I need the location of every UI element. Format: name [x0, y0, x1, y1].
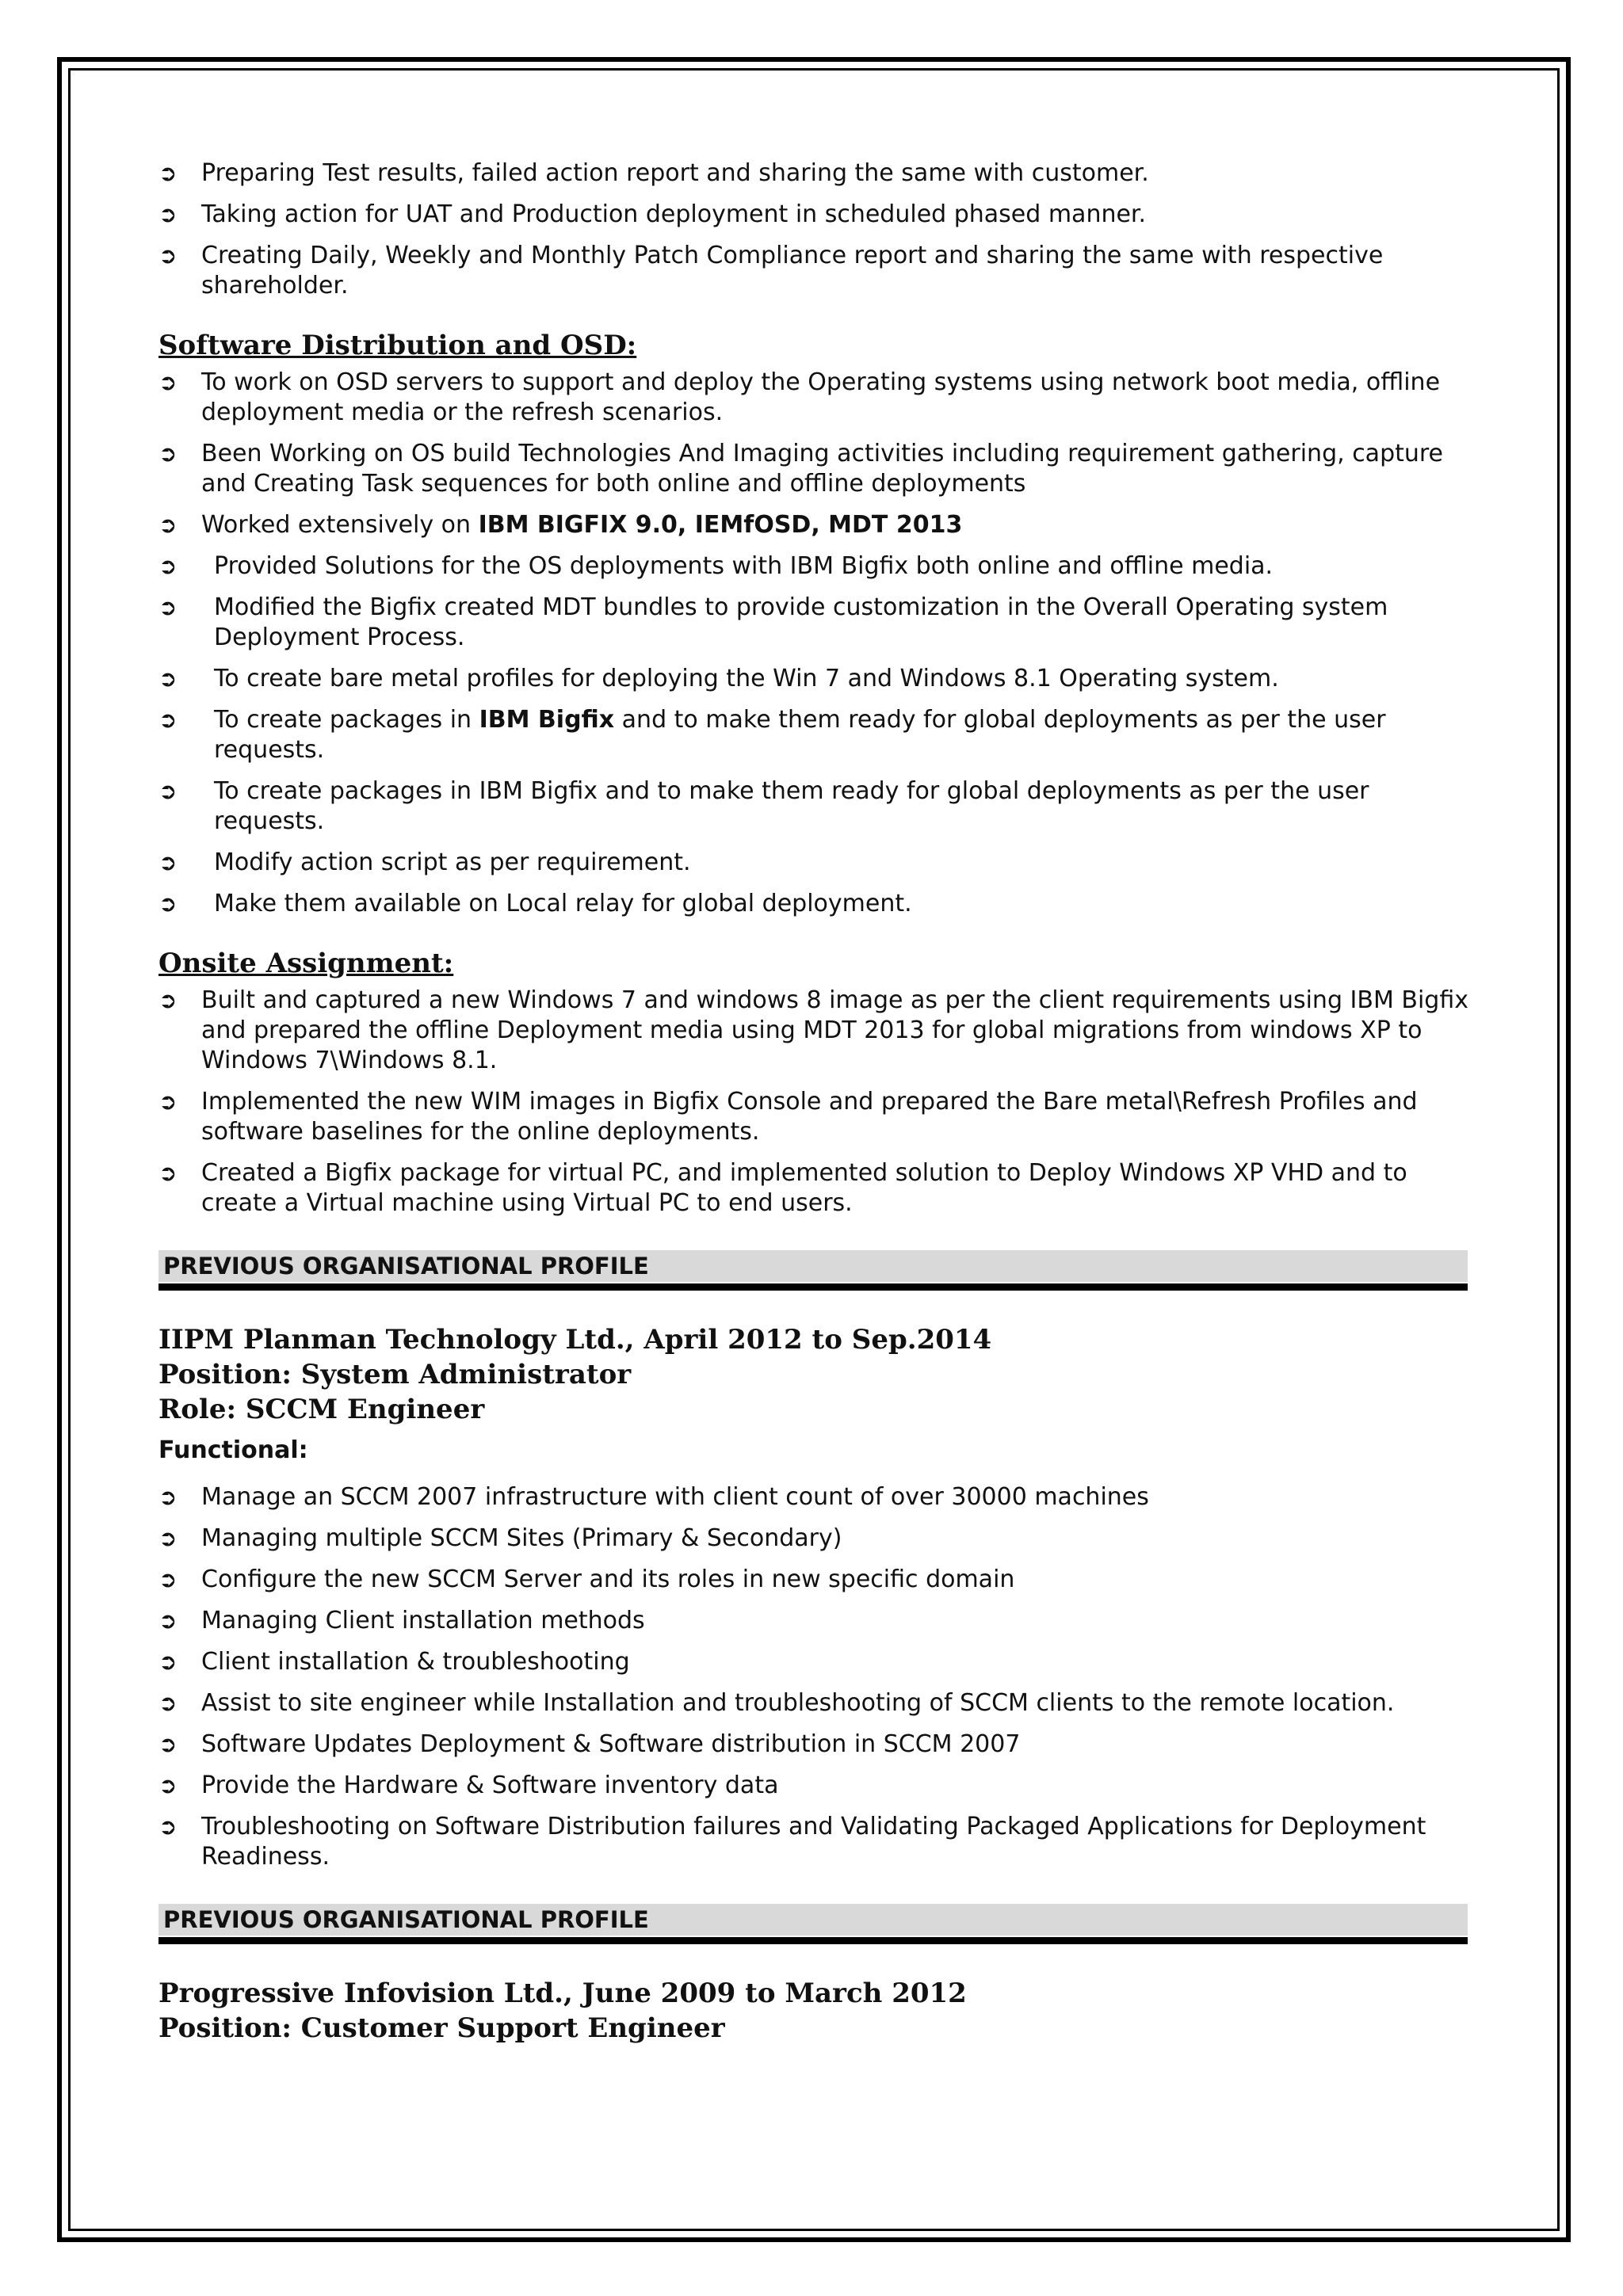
list-item: ➲ Creating Daily, Weekly and Monthly Patch Compliance report and sharing the same with respective shareholder. — [158, 242, 1384, 299]
arrow-bullet-icon: ➲ — [158, 201, 178, 227]
arrow-bullet-icon: ➲ — [158, 1566, 178, 1592]
arrow-bullet-icon: ➲ — [158, 1608, 178, 1634]
list-item: ➲ Modified the Bigfix created MDT bundles to provide customization in the Overall Operating system Deployment Process. — [158, 593, 1388, 651]
arrow-bullet-icon: ➲ — [158, 594, 178, 620]
arrow-bullet-icon: ➲ — [158, 1690, 178, 1716]
arrow-bullet-icon: ➲ — [158, 512, 178, 538]
position-title: Position: System Administrator — [158, 1359, 632, 1390]
list-item: ➲ Provided Solutions for the OS deployments with IBM Bigfix both online and offline media. — [158, 552, 1274, 580]
profile-section-bar: PREVIOUS ORGANISATIONAL PROFILE — [158, 1250, 1468, 1282]
arrow-bullet-icon: ➲ — [158, 553, 178, 579]
list-item: ➲ Built and captured a new Windows 7 and windows 8 image as per the client requirements using IBM Bigfix and prepared the offline Deployment media using MDT 2013 for global migrations from windows XP to Windows 7\Windows 8.1. — [158, 986, 1468, 1074]
list-item: ➲ Modify action script as per requirement. — [158, 849, 691, 876]
list-item: ➲ Taking action for UAT and Production deployment in scheduled phased manner. — [158, 200, 1147, 228]
arrow-bullet-icon: ➲ — [158, 849, 178, 875]
arrow-bullet-icon: ➲ — [158, 1731, 178, 1757]
employer-block — [158, 1322, 1474, 1427]
company-title: Progressive Infovision Ltd., June 2009 to March 2012 — [158, 1978, 967, 2009]
employer-block — [158, 1976, 1474, 2046]
bold-technologies: IBM BIGFIX 9.0, IEMfOSD, MDT 2013 — [478, 511, 963, 539]
list-item: ➲ Troubleshooting on Software Distribution failures and Validating Packaged Applications for Deployment Readiness. — [158, 1813, 1426, 1871]
arrow-bullet-icon: ➲ — [158, 1089, 178, 1115]
list-item: ➲ Assist to site engineer while Installation and troubleshooting of SCCM clients to the remote location. — [158, 1689, 1395, 1717]
arrow-bullet-icon: ➲ — [158, 987, 178, 1013]
functional-bullet-list — [158, 1482, 1474, 1872]
onsite-bullet-list — [158, 986, 1474, 1219]
arrow-bullet-icon: ➲ — [158, 369, 178, 395]
role-title: Role: SCCM Engineer — [158, 1394, 485, 1425]
list-item: ➲ Preparing Test results, failed action report and sharing the same with customer. — [158, 159, 1149, 187]
arrow-bullet-icon: ➲ — [158, 1814, 178, 1840]
arrow-bullet-icon: ➲ — [158, 242, 178, 269]
list-item: ➲ Created a Bigfix package for virtual PC, and implemented solution to Deploy Windows XP VHD and to create a Virtual machine using Virtual PC to end users. — [158, 1159, 1407, 1217]
arrow-bullet-icon: ➲ — [158, 1649, 178, 1675]
position-title: Position: Customer Support Engineer — [158, 2012, 725, 2044]
arrow-bullet-icon: ➲ — [158, 891, 178, 917]
arrow-bullet-icon: ➲ — [158, 778, 178, 804]
onsite-section-heading: Onsite Assignment: — [158, 948, 454, 979]
list-item: ➲ Managing Client installation methods — [158, 1607, 645, 1634]
arrow-bullet-icon: ➲ — [158, 1160, 178, 1186]
list-item: ➲ Configure the new SCCM Server and its roles in new specific domain — [158, 1566, 1015, 1593]
functional-heading: Functional: — [158, 1436, 308, 1464]
list-item: ➲ Software Updates Deployment & Software distribution in SCCM 2007 — [158, 1730, 1021, 1758]
list-item: ➲ To create packages in IBM Bigfix and to make them ready for global deployments as per the user requests. — [158, 777, 1369, 835]
osd-section-heading: Software Distribution and OSD: — [158, 330, 637, 361]
list-item: ➲ Managing multiple SCCM Sites (Primary & Secondary) — [158, 1524, 842, 1552]
list-item: ➲ Manage an SCCM 2007 infrastructure with client count of over 30000 machines — [158, 1483, 1149, 1511]
arrow-bullet-icon: ➲ — [158, 666, 178, 692]
arrow-bullet-icon: ➲ — [158, 160, 178, 186]
list-item: ➲ Provide the Hardware & Software inventory data — [158, 1772, 779, 1799]
list-item: ➲ Client installation & troubleshooting — [158, 1648, 630, 1676]
arrow-bullet-icon: ➲ — [158, 1772, 178, 1798]
list-item: ➲ To work on OSD servers to support and deploy the Operating systems using network boot media, offline deployment media or the refresh scenarios. — [158, 368, 1441, 426]
arrow-bullet-icon: ➲ — [158, 707, 178, 733]
arrow-bullet-icon: ➲ — [158, 1525, 178, 1551]
profile-section-bar: PREVIOUS ORGANISATIONAL PROFILE — [158, 1904, 1468, 1936]
list-item: ➲ Been Working on OS build Technologies And Imaging activities including requirement gathering, capture and Creating Task sequences for both online and offline deployments — [158, 440, 1444, 498]
list-item: ➲ Worked extensively on IBM BIGFIX 9.0, IEMfOSD, MDT 2013 — [158, 511, 963, 539]
resume-content — [158, 158, 1474, 2046]
section-divider — [158, 1283, 1468, 1291]
osd-bullet-list — [158, 368, 1474, 919]
arrow-bullet-icon: ➲ — [158, 441, 178, 467]
company-title: IIPM Planman Technology Ltd., April 2012 to Sep.2014 — [158, 1324, 992, 1356]
list-item: ➲ To create packages in IBM Bigfix and to make them ready for global deployments as per the user requests. — [158, 706, 1386, 764]
arrow-bullet-icon: ➲ — [158, 1484, 178, 1510]
intro-bullet-list — [158, 158, 1474, 301]
list-item: ➲ Implemented the new WIM images in Bigfix Console and prepared the Bare metal\Refresh Profiles and software baselines for the online deployments. — [158, 1088, 1418, 1146]
list-item: ➲ To create bare metal profiles for deploying the Win 7 and Windows 8.1 Operating system. — [158, 665, 1279, 692]
section-divider — [158, 1937, 1468, 1944]
list-item: ➲ Make them available on Local relay for global deployment. — [158, 890, 912, 917]
bold-product: IBM Bigfix — [479, 706, 615, 734]
